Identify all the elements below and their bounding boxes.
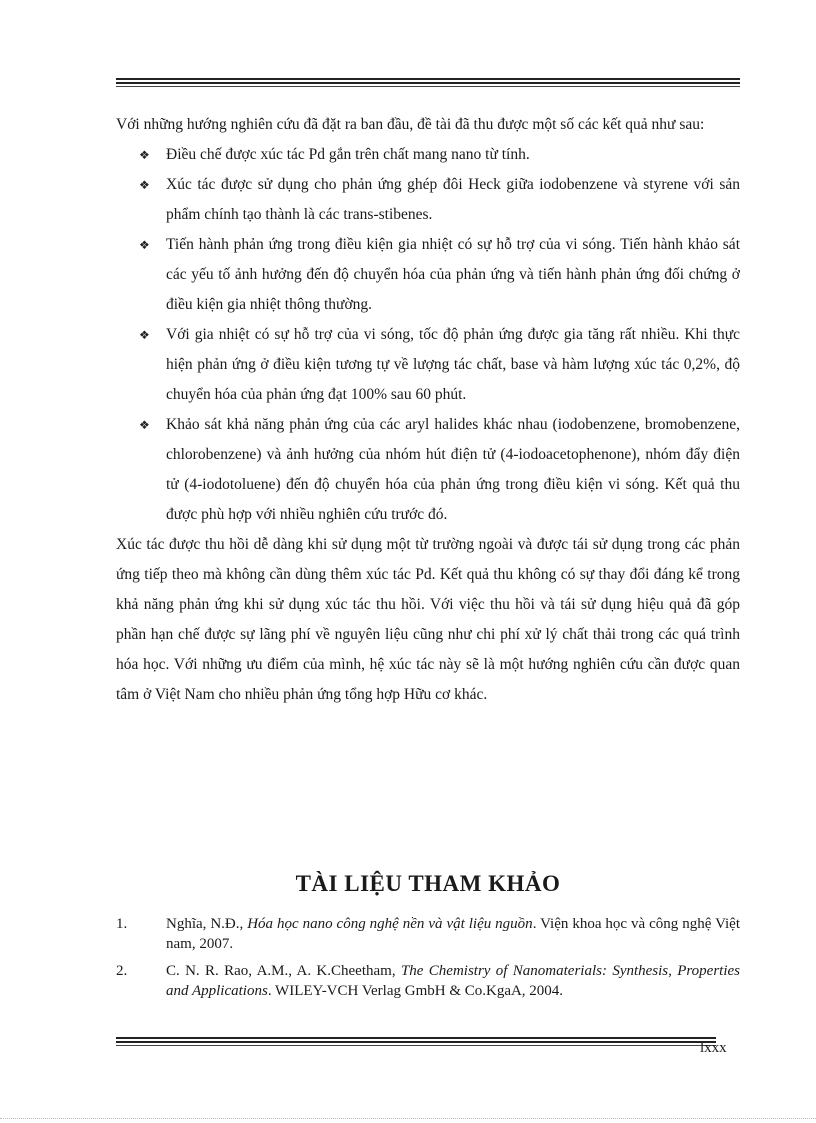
reference-item [116, 961, 740, 1001]
reference-publisher: . Viện khoa học và công nghệ Việt nam, 2007. [166, 916, 740, 952]
list-item-text: Xúc tác được sử dụng cho phản ứng ghép đôi Heck giữa iodobenzene và styrene với sản phẩm chính tạo thành là các trans-stibenes. [166, 176, 740, 223]
list-item-text: Với gia nhiệt có sự hỗ trợ của vi sóng, tốc độ phản ứng được gia tăng rất nhiều. Khi thực hiện phản ứng ở điều kiện tương tự về lượng tác chất, base và hàm lượng xúc tác 0,2%, độ chuyển hóa của phản ứng đạt 100% sau 60 phút. [166, 326, 740, 403]
reference-publisher: . WILEY-VCH Verlag GmbH & Co.KgaA, 2004. [267, 983, 564, 999]
list-item [116, 410, 740, 530]
references-heading: TÀI LIỆU THAM KHẢO [295, 871, 561, 896]
list-item-text: Tiến hành phản ứng trong điều kiện gia nhiệt có sự hỗ trợ của vi sóng. Tiến hành khảo sát các yếu tố ảnh hưởng đến độ chuyển hóa của phản ứng và tiến hành phản ứng đối chứng ở điều kiện gia nhiệt thông thường. [166, 236, 740, 313]
list-item [116, 230, 740, 320]
reference-item [116, 914, 740, 954]
list-item [116, 320, 740, 410]
conclusion-paragraph: Xúc tác được thu hồi dễ dàng khi sử dụng một từ trường ngoài và được tái sử dụng trong các phản ứng tiếp theo mà không cần dùng thêm xúc tác Pd. Kết quả thu không có sự thay đổi đáng kể trong khả năng phản ứng khi sử dụng xúc tác thu hồi. Với việc thu hồi và tái sử dụng hiệu quả đã góp phần hạn chế được sự lãng phí về nguyên liệu cũng như chi phí xử lý chất thải trong các quá trình hóa học. Với những ưu điểm của mình, hệ xúc tác này sẽ là một hướng nghiên cứu cần được quan tâm ở Việt Nam cho nhiều phản ứng tổng hợp Hữu cơ khác. [116, 536, 740, 703]
intro-paragraph: Với những hướng nghiên cứu đã đặt ra ban đầu, đề tài đã thu được một số các kết quả như sau: [116, 116, 705, 133]
header-thin-rule [116, 86, 740, 87]
reference-number: 1. [116, 916, 128, 932]
page-number: lxxx [700, 1040, 727, 1056]
footer-double-rule [116, 1037, 716, 1043]
page-edge-divider [0, 1118, 816, 1119]
footer-thin-rule [116, 1045, 716, 1046]
list-item-text: Khảo sát khả năng phản ứng của các aryl halides khác nhau (iodobenzene, bromobenzene, chlorobenzene) và ảnh hưởng của nhóm hút điện tử (4-iodoacetophenone), nhóm đẩy điện tử (4-iodotoluene) đến độ chuyển hóa của phản ứng trong điều kiện vi sóng. Kết quả thu được phù hợp với nhiều nghiên cứu trước đó. [166, 416, 740, 523]
results-list [116, 140, 740, 530]
main-content [116, 110, 740, 710]
header-double-rule [116, 78, 740, 84]
reference-title: The Chemistry of Nanomaterials: Synthesis, Properties and Applications [166, 963, 741, 999]
list-item-text: Điều chế được xúc tác Pd gắn trên chất mang nano từ tính. [166, 146, 530, 163]
diamond-bullet-icon: ❖ [139, 328, 150, 342]
diamond-bullet-icon: ❖ [139, 178, 150, 192]
diamond-bullet-icon: ❖ [139, 148, 150, 162]
list-item [116, 140, 740, 170]
reference-number: 2. [116, 963, 128, 979]
references-list [116, 914, 740, 1008]
reference-authors: Nghĩa, N.Đ., [166, 916, 248, 932]
diamond-bullet-icon: ❖ [139, 418, 150, 432]
reference-title: Hóa học nano công nghệ nền và vật liệu nguồn [247, 916, 533, 932]
reference-authors: C. N. R. Rao, A.M., A. K.Cheetham, [166, 963, 401, 979]
diamond-bullet-icon: ❖ [139, 238, 150, 252]
list-item [116, 170, 740, 230]
